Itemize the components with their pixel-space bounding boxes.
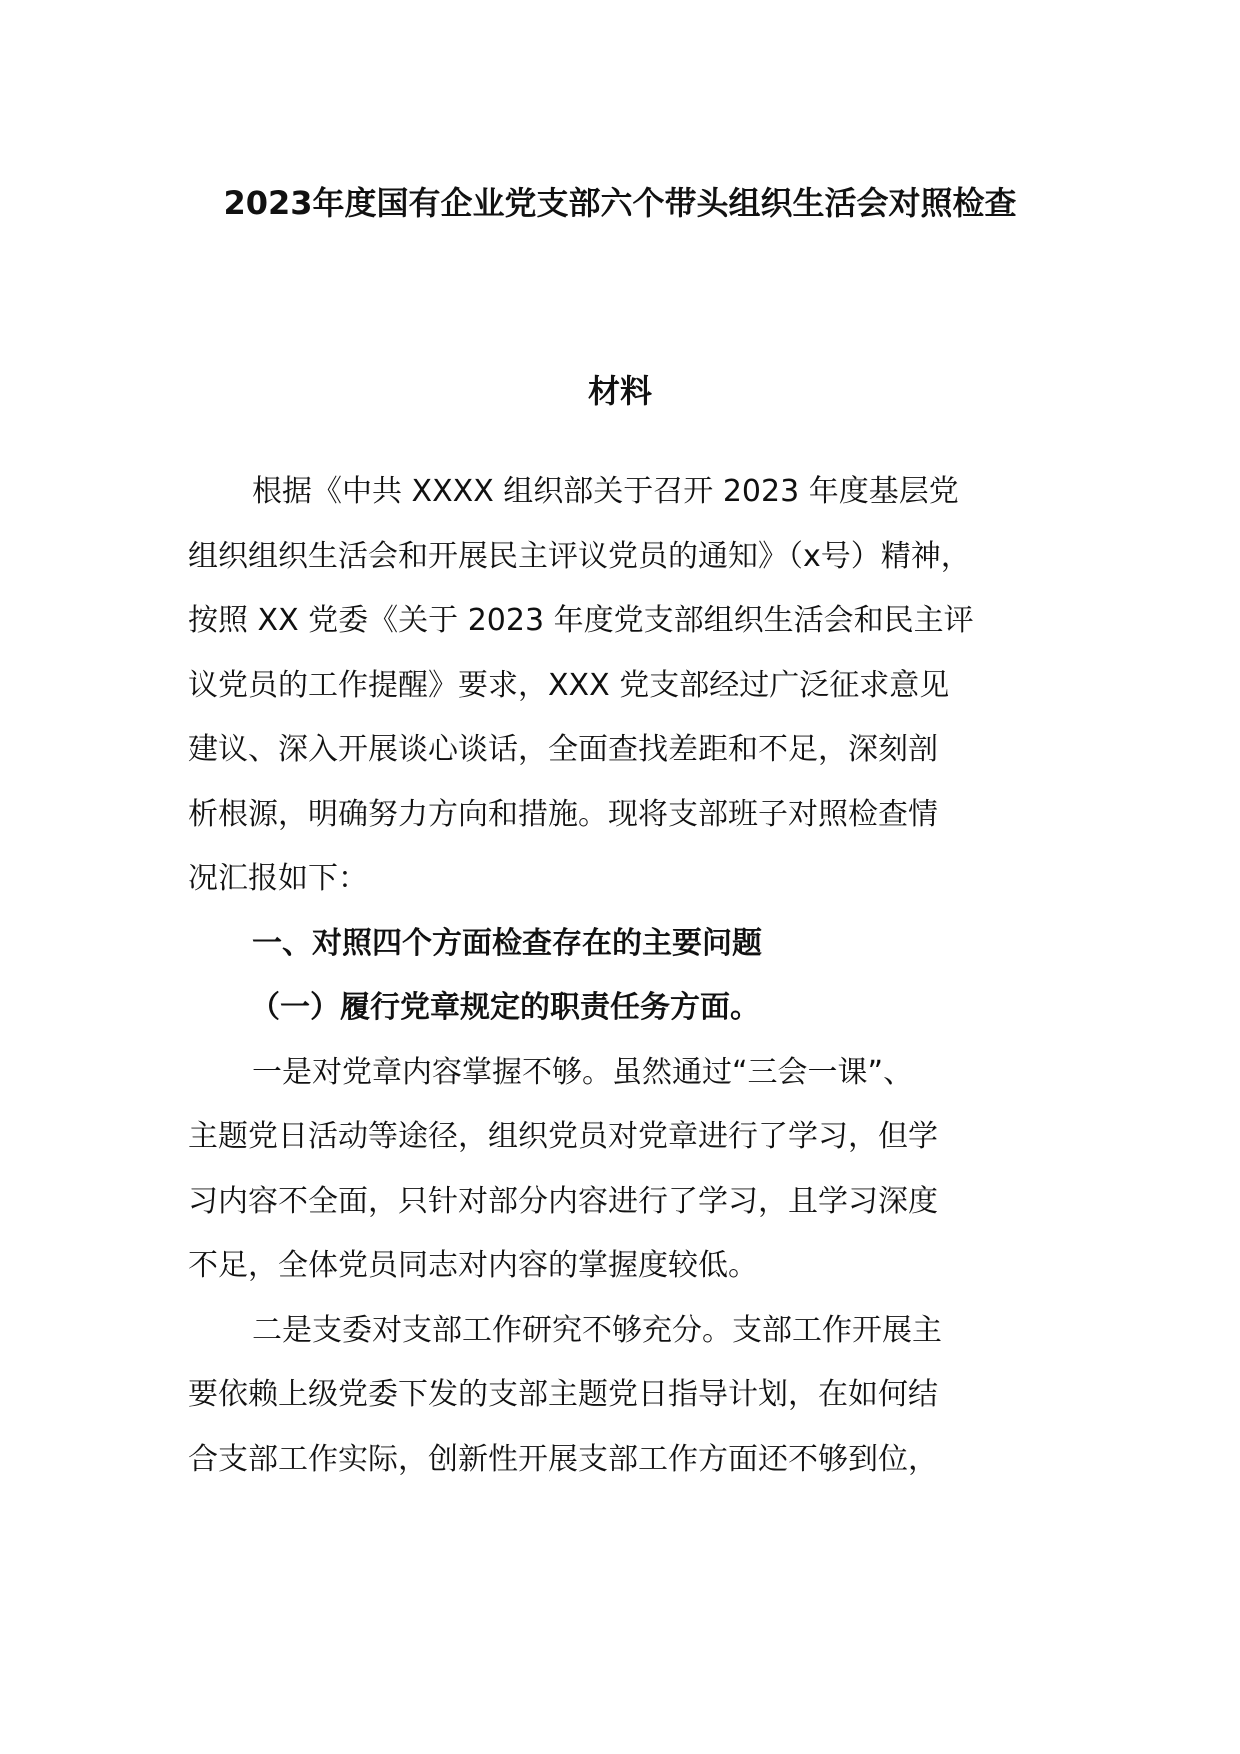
intro-line: 况汇报如下： [188, 861, 368, 896]
document-body [188, 460, 1088, 1492]
intro-line: 组织组织生活会和开展民主评议党员的通知》（x号）精神， [188, 538, 971, 574]
point2-line: 二是支委对支部工作研究不够充分。支部工作开展主 [252, 1312, 942, 1348]
intro-line: 根据《中共 XXXX 组织部关于召开 2023 年度基层党 [252, 474, 959, 509]
intro-line: 建议、深入开展谈心谈话，全面查找差距和不足，深刻剖 [188, 732, 938, 767]
point2-line: 要依赖上级党委下发的支部主题党日指导计划，在如何结 [188, 1377, 938, 1412]
intro-line: 按照 XX 党委《关于 2023 年度党支部组织生活会和民主评 [188, 603, 974, 638]
point1-line: 主题党日活动等途径，组织党员对党章进行了学习，但学 [188, 1119, 938, 1154]
document-title-line-1: 2023年度国有企业党支部六个带头组织生活会对照检查 [223, 184, 1017, 222]
subsection-heading: （一）履行党章规定的职责任务方面。 [250, 990, 760, 1025]
intro-line: 析根源，明确努力方向和措施。现将支部班子对照检查情 [188, 796, 938, 832]
point1-line: 习内容不全面，只针对部分内容进行了学习，且学习深度 [188, 1183, 938, 1219]
intro-line: 议党员的工作提醒》要求，XXX 党支部经过广泛征求意见 [188, 667, 950, 703]
point1-line: 不足，全体党员同志对内容的掌握度较低。 [188, 1248, 758, 1283]
point2-line: 合支部工作实际，创新性开展支部工作方面还不够到位， [188, 1441, 938, 1477]
section-heading: 一、对照四个方面检查存在的主要问题 [252, 925, 762, 961]
document-title-line-2: 材料 [587, 372, 652, 410]
point1-line: 一是对党章内容掌握不够。虽然通过“三会一课”、 [252, 1054, 914, 1090]
